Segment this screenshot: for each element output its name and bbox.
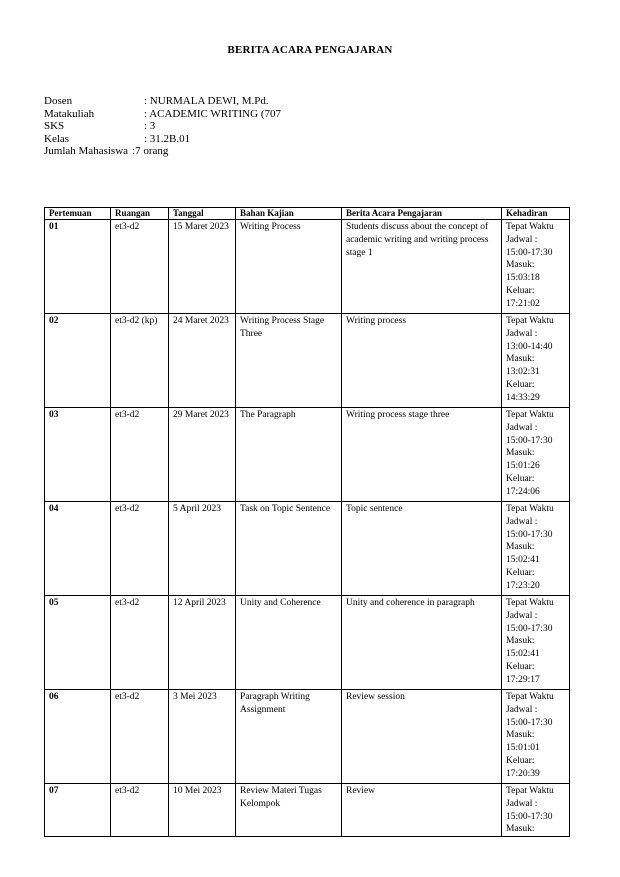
- cell-bahan-kajian: Task on Topic Sentence: [236, 502, 342, 596]
- attendance-line: 15:00-17:30: [506, 623, 553, 634]
- attendance-line: 15:00-17:30: [506, 435, 553, 446]
- cell-bahan-kajian: Review Materi Tugas Kelompok: [236, 784, 342, 837]
- table-row: [45, 314, 570, 408]
- attendance-line: Jadwal :: [506, 422, 538, 433]
- cell-bahan-kajian: The Paragraph: [236, 408, 342, 502]
- cell-berita-acara: Unity and coherence in paragraph: [342, 596, 502, 690]
- cell-kehadiran: [502, 690, 570, 784]
- cell-bahan-kajian: Unity and Coherence: [236, 596, 342, 690]
- table-row: [45, 502, 570, 596]
- attendance-line: Masuk:: [506, 824, 535, 835]
- cell-ruangan: et3-d2: [111, 596, 169, 690]
- cell-tanggal: 3 Mei 2023: [169, 690, 236, 784]
- attendance-line: Tepat Waktu: [506, 786, 554, 796]
- header-bahan-kajian: Bahan Kajian: [236, 208, 342, 220]
- cell-kehadiran: [502, 784, 570, 837]
- cell-ruangan: et3-d2: [111, 502, 169, 596]
- attendance-line: Keluar:: [506, 661, 535, 672]
- attendance-line: Jadwal :: [506, 328, 538, 339]
- cell-bahan-kajian: Writing Process Stage Three: [236, 314, 342, 408]
- page-title: BERITA ACARA PENGAJARAN: [227, 44, 393, 56]
- cell-kehadiran: [502, 314, 570, 408]
- attendance-line: 15:01:26: [506, 461, 540, 472]
- cell-berita-acara: Topic sentence: [342, 502, 502, 596]
- attendance-line: Masuk:: [506, 260, 535, 271]
- attendance-line: 15:00-17:30: [506, 247, 553, 258]
- info-label: Dosen: [44, 95, 73, 107]
- attendance-line: 14:33:29: [506, 392, 540, 403]
- cell-ruangan: et3-d2: [111, 220, 169, 314]
- attendance-line: Tepat Waktu: [506, 504, 554, 514]
- cell-pertemuan: 06: [45, 690, 111, 784]
- cell-berita-acara: Students discuss about the concept of academic writing and writing process stage 1: [342, 220, 502, 314]
- info-value: : ACADEMIC WRITING (707: [144, 107, 281, 120]
- attendance-line: Masuk:: [506, 730, 535, 741]
- cell-kehadiran: [502, 220, 570, 314]
- attendance-line: 15:03:18: [506, 273, 540, 284]
- attendance-line: Masuk:: [506, 448, 535, 459]
- cell-pertemuan: 04: [45, 502, 111, 596]
- attendance-line: Jadwal :: [506, 610, 538, 621]
- attendance-line: Tepat Waktu: [506, 410, 554, 420]
- info-row-matakuliah: [44, 108, 281, 121]
- info-label: Jumlah Mahasiswa: [44, 145, 129, 157]
- table-row: [45, 408, 570, 502]
- header-ruangan: Ruangan: [111, 208, 169, 220]
- attendance-line: 15:00-17:30: [506, 717, 553, 728]
- info-row-kelas: [44, 133, 281, 146]
- cell-berita-acara: Review session: [342, 690, 502, 784]
- table-row: [45, 784, 570, 837]
- cell-kehadiran: [502, 408, 570, 502]
- info-row-dosen: [44, 95, 281, 108]
- attendance-line: 17:29:17: [506, 674, 540, 685]
- table-row: [45, 220, 570, 314]
- attendance-line: 15:01:01: [506, 743, 540, 754]
- attendance-line: 17:21:02: [506, 298, 540, 309]
- cell-tanggal: 5 April 2023: [169, 502, 236, 596]
- cell-kehadiran: [502, 502, 570, 596]
- attendance-line: Tepat Waktu: [506, 316, 554, 326]
- attendance-line: 17:23:20: [506, 580, 540, 591]
- header-kehadiran: Kehadiran: [502, 208, 570, 220]
- attendance-line: Masuk:: [506, 354, 535, 365]
- header-berita-acara: Berita Acara Pengajaran: [342, 208, 502, 220]
- info-row-sks: [44, 120, 281, 133]
- attendance-line: Jadwal :: [506, 234, 538, 245]
- info-value: : 31.2B.01: [144, 132, 191, 145]
- cell-ruangan: et3-d2 (kp): [111, 314, 169, 408]
- cell-pertemuan: 01: [45, 220, 111, 314]
- cell-bahan-kajian: Writing Process: [236, 220, 342, 314]
- info-label: Matakuliah: [44, 107, 95, 120]
- cell-tanggal: 15 Maret 2023: [169, 220, 236, 314]
- attendance-line: Keluar:: [506, 567, 535, 578]
- attendance-line: Jadwal :: [506, 704, 538, 715]
- header-tanggal: Tanggal: [169, 208, 236, 220]
- attendance-line: Masuk:: [506, 542, 535, 553]
- cell-kehadiran: [502, 596, 570, 690]
- info-label: Kelas: [44, 132, 70, 145]
- table-row: [45, 690, 570, 784]
- attendance-line: 15:02:41: [506, 555, 540, 566]
- cell-bahan-kajian: Paragraph Writing Assignment: [236, 690, 342, 784]
- attendance-line: Jadwal :: [506, 798, 538, 809]
- attendance-line: Tepat Waktu: [506, 598, 554, 608]
- attendance-line: Keluar:: [506, 379, 535, 390]
- cell-berita-acara: Writing process stage three: [342, 408, 502, 502]
- attendance-line: Keluar:: [506, 285, 535, 296]
- cell-tanggal: 12 April 2023: [169, 596, 236, 690]
- cell-tanggal: 29 Maret 2023: [169, 408, 236, 502]
- header-pertemuan: Pertemuan: [45, 208, 111, 220]
- info-value: :7 orang: [132, 145, 169, 157]
- cell-pertemuan: 03: [45, 408, 111, 502]
- cell-tanggal: 10 Mei 2023: [169, 784, 236, 837]
- table-row: [45, 596, 570, 690]
- attendance-line: 17:20:39: [506, 768, 540, 779]
- cell-pertemuan: 05: [45, 596, 111, 690]
- attendance-line: Keluar:: [506, 755, 535, 766]
- attendance-line: 17:24:06: [506, 486, 540, 497]
- cell-berita-acara: Review: [342, 784, 502, 837]
- attendance-line: Masuk:: [506, 636, 535, 647]
- info-value: : NURMALA DEWI, M.Pd.: [144, 95, 269, 107]
- table-header-row: [45, 208, 570, 220]
- info-label: SKS: [44, 120, 65, 132]
- attendance-line: 13:02:31: [506, 367, 540, 378]
- course-info: [44, 95, 281, 158]
- attendance-line: Tepat Waktu: [506, 222, 554, 232]
- cell-berita-acara: Writing process: [342, 314, 502, 408]
- cell-ruangan: et3-d2: [111, 690, 169, 784]
- attendance-line: Jadwal :: [506, 516, 538, 527]
- cell-pertemuan: 02: [45, 314, 111, 408]
- cell-tanggal: 24 Maret 2023: [169, 314, 236, 408]
- attendance-line: Tepat Waktu: [506, 692, 554, 702]
- info-value: : 3: [144, 120, 156, 132]
- attendance-line: 15:00-17:30: [506, 529, 553, 540]
- cell-ruangan: et3-d2: [111, 408, 169, 502]
- cell-pertemuan: 07: [45, 784, 111, 837]
- attendance-line: 15:02:41: [506, 649, 540, 660]
- info-row-jumlah-mahasiswa: [44, 145, 281, 158]
- cell-ruangan: et3-d2: [111, 784, 169, 837]
- attendance-line: Keluar:: [506, 473, 535, 484]
- attendance-line: 15:00-17:30: [506, 811, 553, 822]
- attendance-line: 13:00-14:40: [506, 341, 553, 352]
- teaching-report-table: [44, 207, 570, 837]
